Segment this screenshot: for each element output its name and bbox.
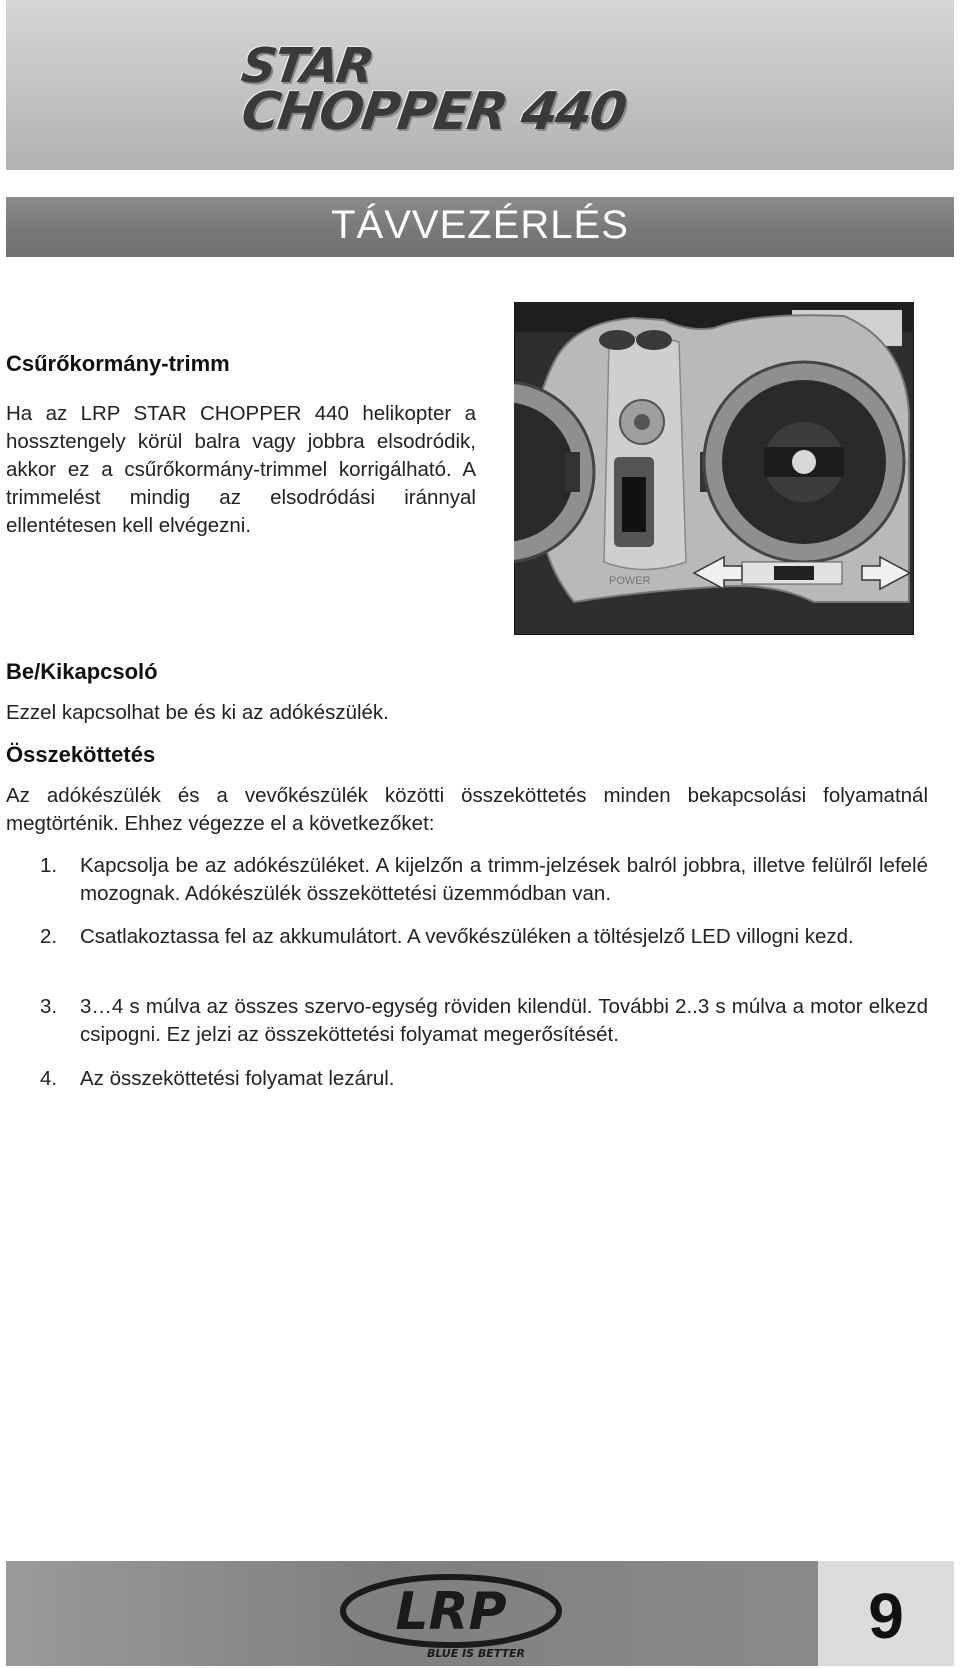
logo-chopper: CHOPPER 440 <box>237 82 629 142</box>
list-item <box>6 852 928 908</box>
lrp-logo <box>336 1571 566 1661</box>
lrp-logo-text: LRP <box>395 1582 507 1642</box>
list-item <box>6 923 928 979</box>
list-item <box>6 1065 928 1093</box>
list-text: 3…4 s múlva az összes szervo-egység röviden kilendül. További 2..3 s múlva a motor elkezd csipogni. Ez jelzi az összeköttetési folyamat megerősítését. <box>80 995 928 1046</box>
heading-aileron-trim: Csűrőkormány-trimm <box>6 351 230 376</box>
page-number: 9 <box>868 1580 904 1652</box>
heading-power-switch: Be/Kikapcsoló <box>6 659 158 684</box>
section-title: TÁVVEZÉRLÉS <box>331 203 629 247</box>
list-number: 1. <box>40 854 58 877</box>
list-item <box>6 993 928 1049</box>
photo-power-text: POWER <box>609 575 651 587</box>
transmitter-photo <box>514 302 914 635</box>
lrp-slogan: BLUE IS BETTER <box>426 1647 526 1660</box>
header-banner <box>6 0 954 170</box>
section-title-bar <box>6 197 954 257</box>
list-number: 2. <box>40 925 58 948</box>
list-text: Csatlakoztassa fel az akkumulátort. A vevőkészüléken a töltésjelző LED villogni kezd. <box>80 925 854 948</box>
heading-binding: Összeköttetés <box>6 742 156 767</box>
logo-star: STAR <box>238 38 376 94</box>
binding-intro-text: Az adókészülék és a vevőkészülék közötti összeköttetés minden bekapcsolási folyamatnál megtörténik. Ehhez végezze el a következőket: <box>6 784 928 835</box>
aileron-trim-text: Ha az LRP STAR CHOPPER 440 helikopter a hossztengely körül balra vagy jobbra elsodródik, akkor ez a csűrőkormány-trimmel korrigálható. A trimmelést mindig az elsodródási iránnyal ellentétesen kell elvégezni. <box>6 402 476 537</box>
power-switch-text: Ezzel kapcsolhat be és ki az adókészülék. <box>6 701 389 724</box>
list-text: Az összeköttetési folyamat lezárul. <box>80 1067 395 1090</box>
list-number: 4. <box>40 1067 58 1090</box>
page-number-box <box>818 1561 954 1666</box>
list-number: 3. <box>40 995 58 1018</box>
footer-bar <box>6 1561 954 1666</box>
list-text: Kapcsolja be az adókészüléket. A kijelzőn a trimm-jelzések balról jobbra, illetve felülről lefelé mozognak. Adókészülék összeköttetési üzemmódban van. <box>80 854 928 905</box>
